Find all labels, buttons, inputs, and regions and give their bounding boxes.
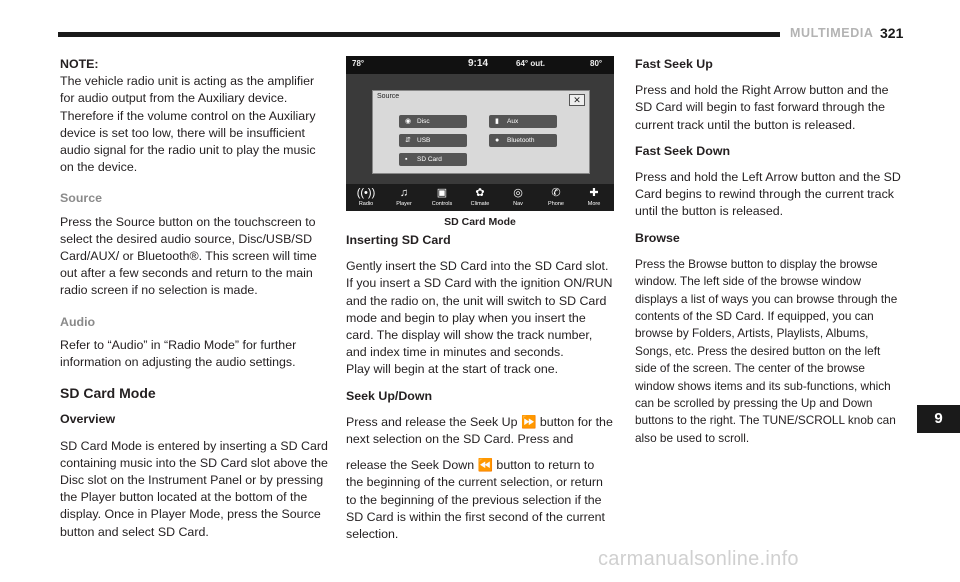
fast-seek-up-heading: Fast Seek Up <box>635 57 713 71</box>
audio-text: Refer to “Audio” in “Radio Mode” for further information on adjusting the audio settings. <box>60 337 297 370</box>
note-paragraph <box>60 56 328 176</box>
overview-heading: Overview <box>60 412 116 427</box>
outside-temp: 64° out. <box>516 59 545 68</box>
aux-button[interactable]: ▮ Aux <box>489 115 557 128</box>
usb-button[interactable]: ⇵ USB <box>399 134 467 147</box>
phone-icon: ✆ <box>551 187 561 199</box>
column-3 <box>635 56 903 456</box>
compass-icon: ◎ <box>513 187 523 199</box>
radio-icon: ((•)) <box>356 187 376 199</box>
climate-icon: ✿ <box>475 187 485 199</box>
header-rule <box>58 32 780 37</box>
chapter-tab: 9 <box>917 405 960 433</box>
column-2 <box>346 232 614 552</box>
nav-climate[interactable]: ✿ Climate <box>460 186 500 207</box>
nav-radio[interactable]: ((•)) Radio <box>346 186 386 207</box>
nav-controls[interactable]: ▣ Controls <box>422 186 462 207</box>
browse-text: Press the Browse button to display the browse window. The left side of the browse window displays a list of ways you can browse through the contents of the SD Card. If equipped, you can browse by Folders, Artists, Playlists, Albums, Songs, etc. Press the desired button on the left side of the screen. The center of the browse window shows items and its sub-functions, which can be scrolled by pressing the Up and Down buttons to the right. The TUNE/SCROLL knob can also be used to scroll. <box>635 256 898 445</box>
disc-button[interactable]: ◉ Disc <box>399 115 467 128</box>
source-window <box>372 90 590 174</box>
source-window-title: Source <box>377 93 400 100</box>
sd-card-button[interactable]: ▪ SD Card <box>399 153 467 166</box>
sd-card-mode-heading: SD Card Mode <box>60 385 156 402</box>
controls-icon: ▣ <box>436 187 448 199</box>
inserting-text: Gently insert the SD Card into the SD Card slot. If you insert a SD Card with the ignition ON/RUN and the radio on, the unit will switch to SD Card mode and begin to play when you insert the card. The display will show the track number, and index time in minutes and seconds. <box>346 259 613 360</box>
seek-text-2: release the Seek Down ⏪ button to return to the beginning of the current selection, or return to the beginning of the previous selection if the SD Card is within the first second of the current selection. <box>346 458 605 542</box>
inserting-text-2: Play will begin at the start of track one. <box>346 362 559 377</box>
page-number: 321 <box>880 25 904 41</box>
close-button[interactable]: ✕ <box>569 94 585 106</box>
note-label: NOTE: <box>60 57 99 71</box>
source-text: Press the Source button on the touchscreen to select the desired audio source, Disc/USB/SD Card/AUX/ or Bluetooth®. This screen will time out after a few seconds and return to the main radio screen if no selection is made. <box>60 214 317 298</box>
figure-caption: SD Card Mode <box>444 216 516 228</box>
sd-card-mode-figure <box>346 56 614 211</box>
clock: 9:14 <box>468 58 489 69</box>
bluetooth-button[interactable]: ● Bluetooth <box>489 134 557 147</box>
nav-more[interactable]: ✚ More <box>574 186 614 207</box>
note-text: The vehicle radio unit is acting as the amplifier for audio output from the Auxiliary device. Therefore if the volume control on the Auxiliary device is set too low, there will be insufficient audio signal for the radio unit to play the music on the device. <box>60 74 316 175</box>
screen-background <box>346 74 614 184</box>
browse-heading: Browse <box>635 230 680 245</box>
inserting-heading: Inserting SD Card <box>346 233 451 247</box>
nav-player[interactable]: ♫ Player <box>384 186 424 207</box>
fast-seek-down-heading: Fast Seek Down <box>635 143 731 158</box>
fast-seek-down-text: Press and hold the Left Arrow button and the SD Card begins to rewind through the current track until the button is released. <box>635 170 901 219</box>
more-icon: ✚ <box>589 187 599 199</box>
seek-text-1: Press and release the Seek Up ⏩ button for the next selection on the SD Card. Press and <box>346 414 613 447</box>
section-title: MULTIMEDIA <box>790 26 874 40</box>
usb-icon: ⇵ <box>405 137 411 144</box>
sd-card-icon: ▪ <box>405 156 408 163</box>
seek-heading: Seek Up/Down <box>346 388 433 403</box>
source-heading: Source <box>60 191 103 206</box>
disc-icon: ◉ <box>405 118 412 125</box>
nav-phone[interactable]: ✆ Phone <box>536 186 576 207</box>
audio-heading: Audio <box>60 314 96 329</box>
temp-left: 78° <box>352 59 365 68</box>
status-bar <box>346 56 614 74</box>
fast-seek-up-text: Press and hold the Right Arrow button and the SD Card will begin to fast forward through the current track until the button is released. <box>635 83 889 132</box>
bluetooth-icon: ● <box>495 137 500 144</box>
temp-right: 80° <box>590 59 603 68</box>
overview-text: SD Card Mode is entered by inserting a SD Card containing music into the SD Card slot above the Disc slot on the Instrument Panel or by pressing the Player button located at the bottom of the display. Once in Player Mode, press the Source button and select SD Card. <box>60 438 328 539</box>
bottom-nav <box>346 184 614 211</box>
nav-nav[interactable]: ◎ Nav <box>498 186 538 207</box>
column-1 <box>60 56 328 550</box>
watermark: carmanualsonline.info <box>598 548 799 570</box>
player-icon: ♫ <box>399 187 409 199</box>
aux-icon: ▮ <box>495 118 499 125</box>
